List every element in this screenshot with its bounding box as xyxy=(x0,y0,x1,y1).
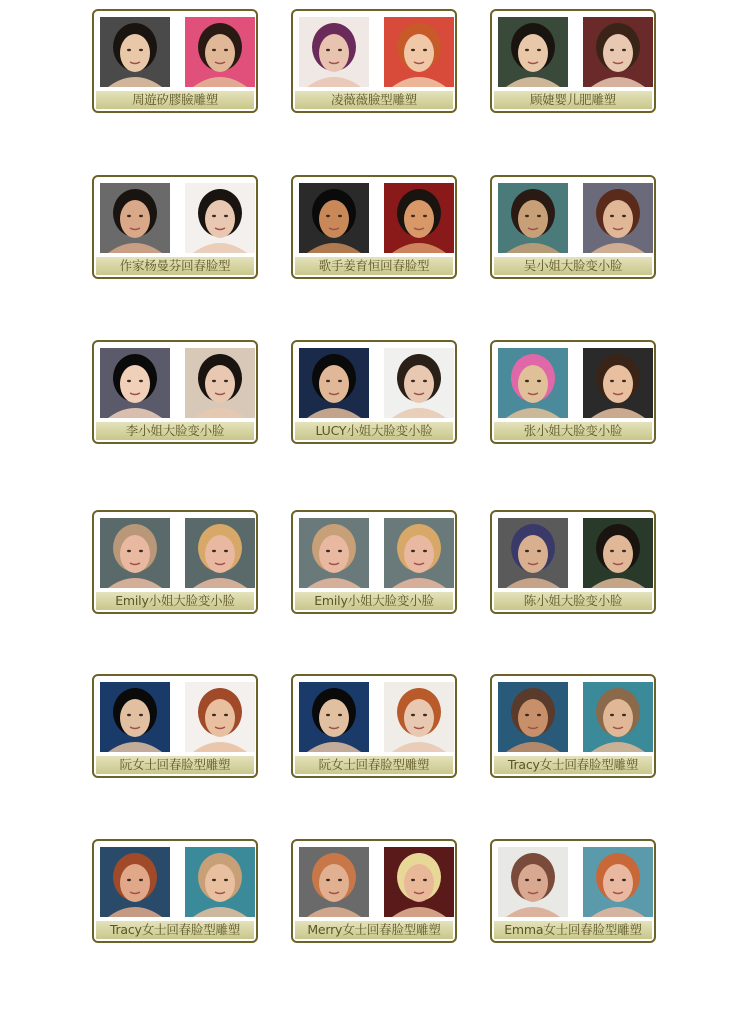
case-card[interactable] xyxy=(291,9,457,113)
before-photo[interactable] xyxy=(498,682,568,752)
before-photo[interactable] xyxy=(498,183,568,253)
case-caption[interactable]: 吴小姐大脸变小脸 xyxy=(494,257,652,275)
case-caption[interactable]: Emily小姐大脸变小脸 xyxy=(295,592,453,610)
after-photo[interactable] xyxy=(384,17,454,87)
case-caption[interactable]: 张小姐大脸变小脸 xyxy=(494,422,652,440)
case-card[interactable] xyxy=(92,674,258,778)
case-caption[interactable]: 陈小姐大脸变小脸 xyxy=(494,592,652,610)
case-card[interactable] xyxy=(291,175,457,279)
case-caption[interactable]: 周遊矽膠臉雕塑 xyxy=(96,91,254,109)
case-caption[interactable]: LUCY小姐大脸变小脸 xyxy=(295,422,453,440)
after-photo[interactable] xyxy=(384,518,454,588)
before-photo[interactable] xyxy=(299,682,369,752)
case-card[interactable] xyxy=(291,674,457,778)
before-photo[interactable] xyxy=(498,348,568,418)
case-caption[interactable]: 李小姐大脸变小脸 xyxy=(96,422,254,440)
before-photo[interactable] xyxy=(299,348,369,418)
after-photo[interactable] xyxy=(185,183,255,253)
before-photo[interactable] xyxy=(100,682,170,752)
before-photo[interactable] xyxy=(299,518,369,588)
before-photo[interactable] xyxy=(498,847,568,917)
after-photo[interactable] xyxy=(185,17,255,87)
case-caption[interactable]: 作家杨曼芬回春脸型 xyxy=(96,257,254,275)
before-photo[interactable] xyxy=(100,17,170,87)
after-photo[interactable] xyxy=(583,17,653,87)
after-photo[interactable] xyxy=(384,348,454,418)
case-card[interactable] xyxy=(490,674,656,778)
after-photo[interactable] xyxy=(384,183,454,253)
case-caption[interactable]: 歌手姜育恒回春脸型 xyxy=(295,257,453,275)
case-card[interactable] xyxy=(92,839,258,943)
after-photo[interactable] xyxy=(384,682,454,752)
before-photo[interactable] xyxy=(498,518,568,588)
case-card[interactable] xyxy=(92,9,258,113)
after-photo[interactable] xyxy=(185,847,255,917)
after-photo[interactable] xyxy=(583,183,653,253)
after-photo[interactable] xyxy=(583,348,653,418)
after-photo[interactable] xyxy=(384,847,454,917)
case-caption[interactable]: 阮女士回春脸型雕塑 xyxy=(295,756,453,774)
after-photo[interactable] xyxy=(185,348,255,418)
before-photo[interactable] xyxy=(100,518,170,588)
case-card[interactable] xyxy=(490,9,656,113)
before-photo[interactable] xyxy=(100,348,170,418)
before-photo[interactable] xyxy=(100,847,170,917)
after-photo[interactable] xyxy=(185,682,255,752)
after-photo[interactable] xyxy=(185,518,255,588)
case-caption[interactable]: Tracy女士回春脸型雕塑 xyxy=(494,756,652,774)
case-card[interactable] xyxy=(490,340,656,444)
case-card[interactable] xyxy=(92,510,258,614)
case-caption[interactable]: 阮女士回春脸型雕塑 xyxy=(96,756,254,774)
case-caption[interactable]: Merry女士回春脸型雕塑 xyxy=(295,921,453,939)
case-card[interactable] xyxy=(92,340,258,444)
case-card[interactable] xyxy=(291,510,457,614)
case-card[interactable] xyxy=(291,839,457,943)
before-photo[interactable] xyxy=(498,17,568,87)
before-photo[interactable] xyxy=(299,847,369,917)
case-card[interactable] xyxy=(490,175,656,279)
case-card[interactable] xyxy=(291,340,457,444)
after-photo[interactable] xyxy=(583,847,653,917)
case-caption[interactable]: Emily小姐大脸变小脸 xyxy=(96,592,254,610)
before-photo[interactable] xyxy=(100,183,170,253)
after-photo[interactable] xyxy=(583,682,653,752)
case-card[interactable] xyxy=(490,510,656,614)
before-photo[interactable] xyxy=(299,183,369,253)
after-photo[interactable] xyxy=(583,518,653,588)
case-caption[interactable]: Emma女士回春脸型雕塑 xyxy=(494,921,652,939)
case-card[interactable] xyxy=(490,839,656,943)
case-caption[interactable]: 凌薇薇臉型雕塑 xyxy=(295,91,453,109)
case-caption[interactable]: 顾婕婴儿肥雕塑 xyxy=(494,91,652,109)
before-photo[interactable] xyxy=(299,17,369,87)
case-caption[interactable]: Tracy女士回春脸型雕塑 xyxy=(96,921,254,939)
case-card[interactable] xyxy=(92,175,258,279)
